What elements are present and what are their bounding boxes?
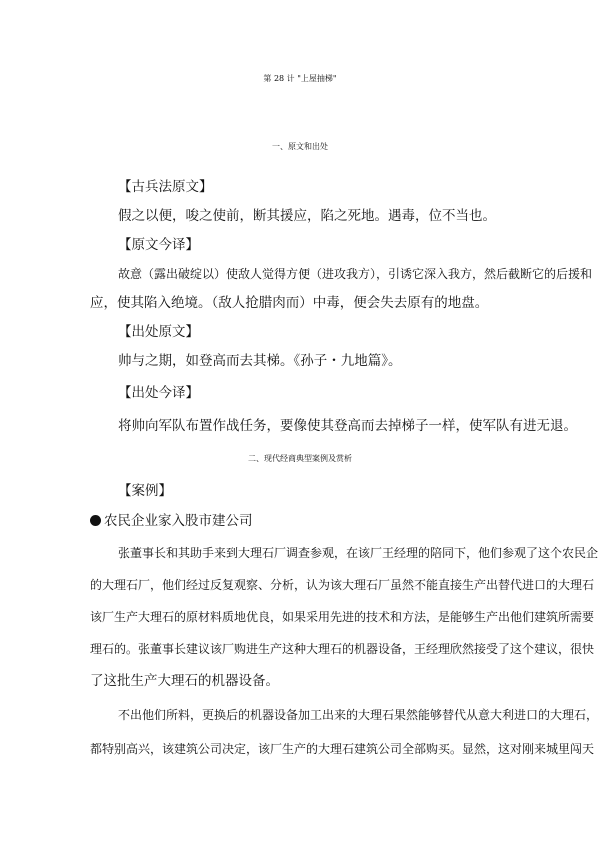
paragraph-line: 张董事长和其助手来到大理石厂调查参观，在该厂王经理的陪同下，他们参观了这个农民企 [118, 546, 599, 560]
source-text: 帅与之期，如登高而去其梯。《孙子・九地篇》。 [118, 353, 402, 369]
source-translation-label: 【出处今译】 [118, 385, 199, 401]
section-heading-1: 一、原文和出处 [272, 142, 328, 151]
case-title: 农民企业家入股市建公司 [104, 513, 253, 529]
source-label: 【出处原文】 [118, 324, 199, 340]
translation-line-2: 应，使其陷入绝境。（敌人抢腊肉而）中毒，便会失去原有的地盘。 [90, 295, 489, 311]
paragraph-line: 的大理石厂，他们经过反复观察、分析，认为该大理石厂虽然不能直接生产出替代进口的大理石 [90, 578, 595, 592]
translation-line-1: 故意（露出破绽以）使敌人觉得方便（进攻我方），引诱它深入我方，然后截断它的后援和 [118, 267, 593, 281]
original-label: 【古兵法原文】 [118, 179, 213, 195]
case-title-line [90, 512, 253, 530]
paragraph-line: 该厂生产大理石的原材料质地优良，如果采用先进的技术和方法，是能够生产出他们建筑所需要 [90, 610, 595, 624]
source-translation-text: 将帅向军队布置作战任务，要像使其登高而去掉梯子一样，使军队有进无退。 [118, 418, 577, 434]
page-title: 第 28 计 "上屋抽梯" [263, 74, 337, 83]
case-label: 【案例】 [118, 483, 172, 499]
translation-label: 【原文今译】 [118, 237, 199, 253]
paragraph-line: 了这批生产大理石的机器设备。 [90, 673, 279, 689]
paragraph-line: 理石的。张董事长建议该厂购进生产这种大理石的机器设备，王经理欣然接受了这个建议，很快 [90, 642, 595, 656]
paragraph-line: 都特别高兴，该建筑公司决定，该厂生产的大理石建筑公司全部购买。显然，这对刚来城里闯天 [90, 742, 595, 756]
section-heading-2: 二、现代经商典型案例及赏析 [248, 454, 352, 463]
original-text: 假之以便，唆之使前，断其援应，陷之死地。遇毒，位不当也。 [118, 208, 496, 224]
bullet-icon [90, 515, 101, 526]
paragraph-line: 不出他们所料，更换后的机器设备加工出来的大理石果然能够替代从意大利进口的大理石， [118, 708, 599, 722]
